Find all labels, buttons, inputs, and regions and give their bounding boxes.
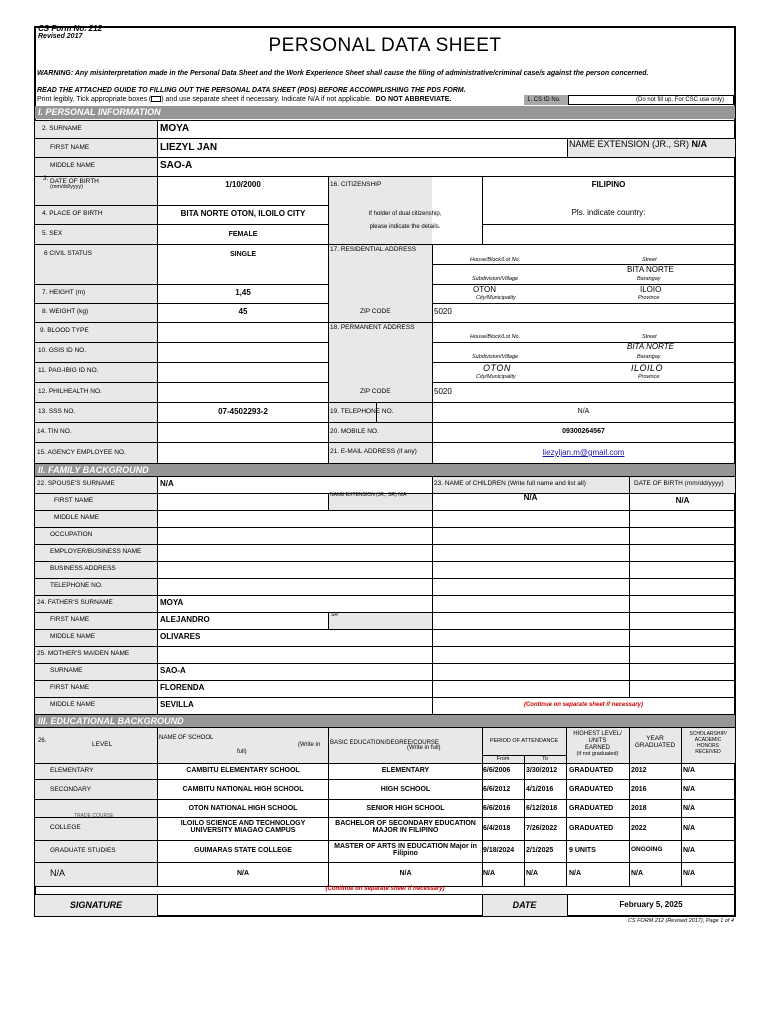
sex-value[interactable]: FEMALE xyxy=(228,231,258,238)
weight-value[interactable]: 45 xyxy=(238,307,248,316)
telephone-value[interactable]: N/A xyxy=(577,408,590,415)
mother-first-name-label: FIRST NAME xyxy=(50,684,90,691)
scholarship-header-1: SCHOLARSHIP/ xyxy=(689,731,727,737)
res-zip-value[interactable]: 5020 xyxy=(434,307,452,316)
mother-middle-name-label: MIDDLE NAME xyxy=(50,701,96,708)
year-graduated-header-1: YEAR xyxy=(646,735,664,742)
perm-street-label: Street xyxy=(642,334,657,340)
dob-number: 3. xyxy=(43,176,49,182)
edu-to[interactable]: 2/1/2025 xyxy=(526,847,554,854)
edu-level: SECONDARY xyxy=(50,786,92,793)
edu-from[interactable]: 9/18/2024 xyxy=(483,847,515,854)
civil-status-label: 6 CIVIL STATUS xyxy=(44,250,92,257)
education-number: 26. xyxy=(38,738,47,744)
education-continue-note: (Continue on separate sheet if necessary) xyxy=(325,886,445,892)
read-guide-text: READ THE ATTACHED GUIDE TO FILLING OUT THE PERSONAL DATA SHEET (PDS) BEFORE ACCOMPLISHING THE PDS FORM. xyxy=(37,87,466,94)
weight-label: 8. WEIGHT (kg) xyxy=(42,308,89,315)
edu-from[interactable]: 6/6/2006 xyxy=(483,767,511,774)
children-label: 23. NAME of CHILDREN (Write full name and list all) xyxy=(434,480,586,487)
scholarship-header-2: ACADEMIC xyxy=(694,737,722,743)
perm-zip-value[interactable]: 5020 xyxy=(434,387,452,396)
father-first-name-value[interactable]: ALEJANDRO xyxy=(160,615,210,624)
res-city-value[interactable]: OTON xyxy=(473,285,496,294)
page-title: PERSONAL DATA SHEET xyxy=(268,35,502,56)
form-number: CS Form No. 212 xyxy=(38,24,103,33)
height-value[interactable]: 1,45 xyxy=(235,288,251,297)
mother-first-name-value[interactable]: FLORENDA xyxy=(160,683,205,692)
course-header-write: (Write in full) xyxy=(407,745,441,751)
edu-course[interactable]: N/A xyxy=(399,870,412,877)
perm-house-label: House/Block/Lot No. xyxy=(470,334,521,340)
tin-label: 14. TIN NO. xyxy=(37,428,72,435)
edu-year[interactable]: N/A xyxy=(631,870,644,877)
edu-level: GRADUATE STUDIES xyxy=(50,847,116,854)
father-first-name-label: FIRST NAME xyxy=(50,616,90,623)
surname-label: 2. SURNAME xyxy=(42,125,82,132)
name-extension-label: NAME EXTENSION (JR., SR) N/A xyxy=(569,139,708,149)
res-city-label: City/Municipality xyxy=(476,295,516,301)
edu-to[interactable]: N/A xyxy=(526,870,539,877)
edu-to[interactable]: 4/1/2016 xyxy=(526,786,554,793)
mobile-label: 20. MOBILE NO. xyxy=(330,428,379,435)
middle-name-label: MIDDLE NAME xyxy=(50,162,96,169)
edu-honors[interactable]: N/A xyxy=(683,805,696,812)
edu-school[interactable]: N/A xyxy=(236,870,250,877)
edu-highest[interactable]: 9 UNITS xyxy=(569,847,596,854)
spouse-surname-label: 22. SPOUSE'S SURNAME xyxy=(37,480,115,487)
father-surname-label: 24. FATHER'S SURNAME xyxy=(37,599,113,606)
first-name-label: FIRST NAME xyxy=(50,144,90,151)
philhealth-label: 12. PHILHEALTH NO. xyxy=(38,388,102,395)
edu-highest[interactable]: GRADUATED xyxy=(569,825,614,832)
school-header-full: full) xyxy=(237,749,247,755)
edu-course[interactable]: HIGH SCHOOL xyxy=(380,786,431,793)
edu-honors[interactable]: N/A xyxy=(683,870,696,877)
mother-surname-label: SURNAME xyxy=(50,667,83,674)
sex-label: 5. SEX xyxy=(42,230,63,237)
edu-highest[interactable]: GRADUATED xyxy=(569,767,614,774)
edu-year[interactable]: 2022 xyxy=(631,825,647,832)
perm-barangay-label: Barangay xyxy=(637,354,661,360)
edu-course[interactable]: SENIOR HIGH SCHOOL xyxy=(366,805,445,812)
mother-maiden-label: 25. MOTHER'S MAIDEN NAME xyxy=(37,650,130,657)
edu-highest[interactable]: GRADUATED xyxy=(569,786,614,793)
section-educational-background: III. EDUCATIONAL BACKGROUND xyxy=(35,715,735,727)
edu-honors[interactable]: N/A xyxy=(683,786,696,793)
telephone-label: 19. TELEPHONE NO. xyxy=(330,408,394,415)
pagibig-label: 11. PAG-IBIG ID NO. xyxy=(38,367,99,374)
csc-use-note: (Do not fill up. For CSC use only) xyxy=(636,97,725,103)
to-header: To xyxy=(542,756,548,762)
edu-highest[interactable]: GRADUATED xyxy=(569,805,614,812)
res-street-label: Street xyxy=(642,257,657,263)
perm-province-value[interactable]: ILOILO xyxy=(631,363,664,373)
revised-label: Revised 2017 xyxy=(38,33,83,40)
scholarship-header-3: HONORS xyxy=(697,743,719,749)
year-graduated-header-2: GRADUATED xyxy=(634,742,676,749)
course-header: BASIC EDUCATION/DEGREE/COURSE xyxy=(330,740,439,746)
perm-city-value[interactable]: OTON xyxy=(483,363,511,373)
dob-format: (mm/dd/yyyy) xyxy=(50,184,83,190)
trade-course-label: TRADE COURSE xyxy=(74,813,114,819)
spouse-ext-label: NAME EXTENSION (JR., SR) N/A xyxy=(330,492,407,498)
edu-course[interactable]: MASTER OF ARTS IN EDUCATION Major in Filipino xyxy=(334,843,477,857)
edu-from[interactable]: 6/4/2018 xyxy=(483,825,511,832)
res-zip-label: ZIP CODE xyxy=(360,308,391,315)
child-dob-label: DATE OF BIRTH (mm/dd/yyyy) xyxy=(634,480,724,487)
father-ext-value[interactable]: SR xyxy=(331,612,338,618)
children-value[interactable]: N/A xyxy=(523,493,538,502)
perm-province-label: Province xyxy=(638,374,660,380)
business-address-label: BUSINESS ADDRESS xyxy=(50,565,116,572)
highest-level-header-2: UNITS xyxy=(588,738,607,744)
perm-city-label: City/Municipality xyxy=(476,374,516,380)
edu-to[interactable]: 7/26/2022 xyxy=(526,825,558,832)
res-subdivision-label: Subdivision/Village xyxy=(472,276,519,282)
email-value[interactable]: liezyljan.m@gmail.com xyxy=(542,448,625,457)
edu-level: N/A xyxy=(50,868,66,878)
section-family-background: II. FAMILY BACKGROUND xyxy=(35,464,735,476)
edu-course[interactable]: ELEMENTARY xyxy=(381,767,430,774)
father-surname-value[interactable]: MOYA xyxy=(160,598,184,607)
edu-year[interactable]: 2016 xyxy=(631,786,647,793)
sss-label: 13. SSS NO. xyxy=(38,408,76,415)
dual-citizenship-note-2: please indicate the details. xyxy=(369,224,441,230)
blood-type-label: 9. BLOOD TYPE xyxy=(40,327,89,334)
spouse-surname-value[interactable]: N/A xyxy=(160,479,174,488)
agency-employee-label: 15. AGENCY EMPLOYEE NO. xyxy=(37,449,126,456)
from-header: From xyxy=(496,756,510,762)
print-instruction: Print legibly. Tick appropriate boxes ( ) and use separate sheet if necessary. Indicate N/A if not applicable. DO NOT ABBREVIATE. xyxy=(37,96,452,103)
employer-label: EMPLOYER/BUSINESS NAME xyxy=(50,548,142,555)
perm-street-value[interactable]: BITA NORTE xyxy=(627,342,674,351)
father-middle-name-value[interactable]: OLIVARES xyxy=(160,632,201,641)
mother-middle-name-value[interactable]: SEVILLA xyxy=(160,700,194,709)
dual-citizenship-note-1: If holder of dual citizenship, xyxy=(368,211,442,217)
first-name-value[interactable]: LIEZYL JAN xyxy=(160,142,218,153)
warning-text: WARNING: Any misinterpretation made in the Personal Data Sheet and the Work Experience Sheet shall cause the filing of administrative/criminal case/s against the person concerned. xyxy=(37,70,649,77)
res-street-value[interactable]: BITA NORTE xyxy=(627,265,674,274)
edu-highest[interactable]: N/A xyxy=(569,870,582,877)
edu-from[interactable]: 6/6/2016 xyxy=(483,805,511,812)
edu-honors[interactable]: N/A xyxy=(683,825,696,832)
dob-value[interactable]: 1/10/2000 xyxy=(225,180,261,189)
father-middle-name-label: MIDDLE NAME xyxy=(50,633,96,640)
date-label: DATE xyxy=(512,900,537,910)
res-province-value[interactable]: ILOIO xyxy=(640,285,662,294)
place-of-birth-value[interactable]: BITA NORTE OTON, ILOILO CITY xyxy=(180,209,306,218)
occupation-label: OCCUPATION xyxy=(50,531,93,538)
child-dob-value[interactable]: N/A xyxy=(675,496,690,505)
edu-to[interactable]: 6/12/2018 xyxy=(526,805,558,812)
edu-school[interactable]: CAMBITU NATIONAL HIGH SCHOOL xyxy=(182,786,304,793)
section-personal-info: I. PERSONAL INFORMATION xyxy=(35,106,735,119)
country-label: Pls. indicate country: xyxy=(571,208,646,217)
edu-year[interactable]: ONGOING xyxy=(631,846,663,853)
citizenship-label: 16. CITIZENSHIP xyxy=(330,181,382,188)
edu-year[interactable]: 2018 xyxy=(631,805,647,812)
perm-subdivision-label: Subdivision/Village xyxy=(472,354,519,360)
dob-label: DATE OF BIRTH xyxy=(50,178,99,185)
perm-zip-label: ZIP CODE xyxy=(360,388,391,395)
cs-id-label: 1. CS ID No. xyxy=(527,97,561,103)
highest-level-header-1: HIGHEST LEVEL/ xyxy=(573,731,622,737)
scholarship-header-4: RECEIVED xyxy=(695,749,721,755)
spouse-middle-name-label: MIDDLE NAME xyxy=(54,514,100,521)
edu-from[interactable]: N/A xyxy=(483,870,496,877)
mother-surname-value[interactable]: SAO-A xyxy=(160,666,186,675)
edu-to[interactable]: 3/30/2012 xyxy=(526,767,558,774)
edu-school[interactable]: ILOILO SCIENCE AND TECHNOLOGY UNIVERSITY MIAGAO CAMPUS xyxy=(180,820,306,834)
period-header: PERIOD OF ATTENDANCE xyxy=(489,738,559,744)
res-house-label: House/Block/Lot No. xyxy=(470,257,521,263)
edu-level: ELEMENTARY xyxy=(50,767,94,774)
email-label: 21. E-MAIL ADDRESS (if any) xyxy=(330,448,417,455)
sss-value[interactable]: 07-4502293-2 xyxy=(218,407,268,416)
edu-school[interactable]: CAMBITU ELEMENTARY SCHOOL xyxy=(186,767,300,774)
height-label: 7. HEIGHT (m) xyxy=(42,289,86,296)
edu-school[interactable]: GUIMARAS STATE COLLEGE xyxy=(194,847,292,854)
civil-status-value[interactable]: SINGLE xyxy=(229,251,257,258)
edu-level: COLLEGE xyxy=(50,824,81,831)
res-barangay-label: Barangay xyxy=(637,276,661,282)
signature-label: SIGNATURE xyxy=(69,900,123,910)
edu-year[interactable]: 2012 xyxy=(631,767,647,774)
edu-honors[interactable]: N/A xyxy=(683,767,696,774)
gsis-label: 10. GSIS ID NO. xyxy=(38,347,87,354)
highest-level-header-3: EARNED xyxy=(584,745,610,751)
edu-school[interactable]: OTON NATIONAL HIGH SCHOOL xyxy=(188,805,298,812)
citizenship-value[interactable]: FILIPINO xyxy=(591,180,626,189)
edu-course[interactable]: BACHELOR OF SECONDARY EDUCATION MAJOR IN FILIPINO xyxy=(335,820,476,834)
family-continue-note: (Continue on separate sheet if necessary) xyxy=(523,702,644,708)
permanent-address-label: 18. PERMANENT ADDRESS xyxy=(330,324,415,331)
signature-field[interactable] xyxy=(158,895,482,916)
school-header: NAME OF SCHOOL xyxy=(159,735,214,741)
surname-value[interactable]: MOYA xyxy=(160,123,190,134)
middle-name-value[interactable]: SAO-A xyxy=(160,160,193,171)
residential-address-label: 17. RESIDENTIAL ADDRESS xyxy=(330,246,417,253)
form-page-note: CS FORM 212 (Revised 2017), Page 1 of 4 xyxy=(627,918,734,924)
spouse-first-name-label: FIRST NAME xyxy=(54,497,94,504)
spouse-telephone-label: TELEPHONE NO. xyxy=(50,582,103,589)
edu-honors[interactable]: N/A xyxy=(683,847,696,854)
place-of-birth-label: 4. PLACE OF BIRTH xyxy=(42,210,103,217)
date-value[interactable]: February 5, 2025 xyxy=(619,900,683,909)
school-header-write: (Write in xyxy=(298,742,321,748)
mobile-value[interactable]: 09300264567 xyxy=(562,428,605,435)
highest-level-header-4: (if not graduated) xyxy=(576,751,619,757)
edu-from[interactable]: 6/6/2012 xyxy=(483,786,511,793)
res-province-label: Province xyxy=(638,295,660,301)
level-header: LEVEL xyxy=(92,741,113,748)
